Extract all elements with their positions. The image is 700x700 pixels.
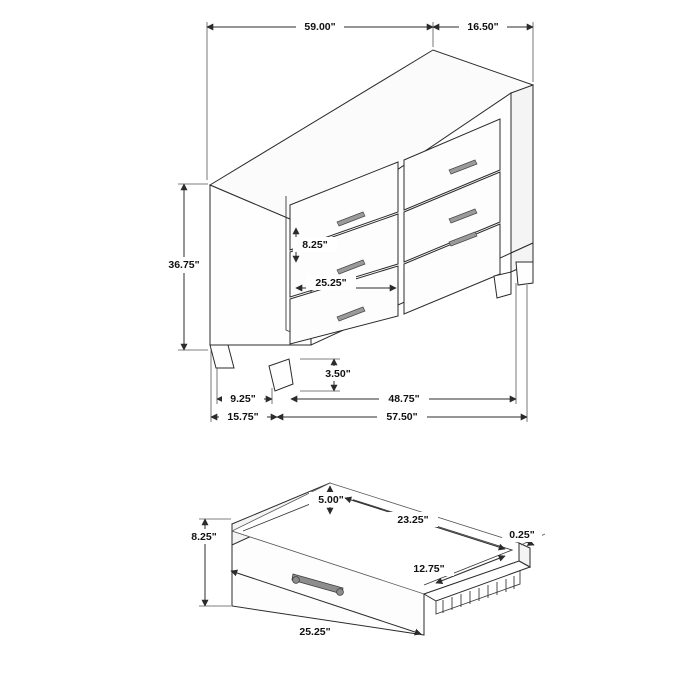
dim-drawer-width-inner: 25.25" bbox=[315, 276, 347, 289]
dim-interior-depth: 12.75" bbox=[413, 562, 445, 575]
dim-depth-top: 16.50" bbox=[467, 20, 499, 33]
dim-overall-width: 59.00" bbox=[304, 20, 336, 33]
dim-leg-offset: 9.25" bbox=[230, 392, 256, 405]
dim-leg-height: 3.50" bbox=[325, 367, 351, 380]
dim-drawer-width: 25.25" bbox=[299, 625, 331, 638]
leg-front-left bbox=[210, 345, 234, 368]
leg-front-right bbox=[494, 272, 511, 298]
drawer-handle-post-right bbox=[337, 589, 344, 596]
drawer-handle-post-left bbox=[293, 577, 300, 584]
leg-front-center bbox=[269, 359, 293, 391]
dim-base-inner-width: 48.75" bbox=[388, 392, 420, 405]
dim-overall-height: 36.75" bbox=[168, 258, 200, 271]
dresser-right-side bbox=[511, 85, 533, 253]
dresser-view bbox=[160, 19, 533, 424]
dim-drawer-height-small: 8.25" bbox=[302, 238, 328, 251]
dim-drawer-height: 8.25" bbox=[191, 530, 217, 543]
leg-rear-right bbox=[516, 262, 533, 285]
drawer-view bbox=[182, 483, 545, 639]
dim-interior-front-depth: 5.00" bbox=[318, 493, 344, 506]
dim-interior-length: 23.25" bbox=[397, 513, 429, 526]
dim-base-depth: 15.75" bbox=[227, 410, 259, 423]
dim-panel-thickness: 0.25" bbox=[509, 528, 535, 541]
dim-base-width: 57.50" bbox=[386, 410, 418, 423]
